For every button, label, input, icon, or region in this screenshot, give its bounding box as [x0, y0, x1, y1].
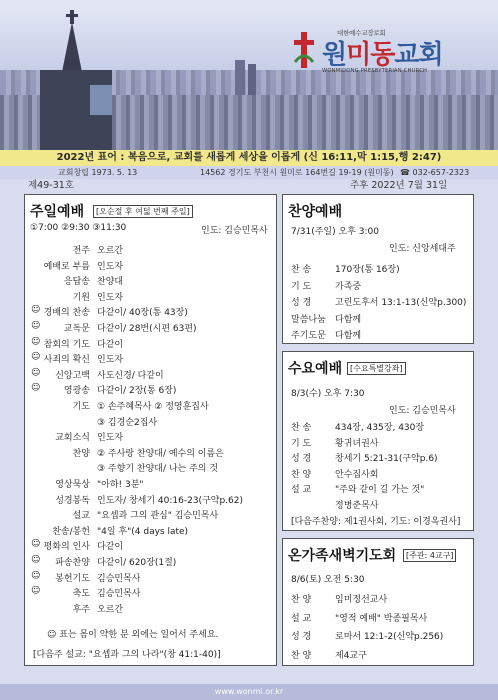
- order-value: 김승민목사: [97, 589, 141, 600]
- order-label: 기 도: [291, 438, 312, 449]
- order-label: 응답송: [63, 277, 90, 288]
- church-website: www.wonmi.or.kr: [0, 684, 498, 700]
- church-logo: [292, 28, 462, 78]
- family-title: 온가족새벽기도회: [288, 548, 397, 564]
- church-cross-icon: [66, 14, 78, 17]
- order-value: 오르간: [97, 604, 124, 615]
- church-window: [90, 85, 112, 115]
- standing-note: ☺ 표는 몸이 약한 분 외에는 일어서 주세요.: [47, 630, 219, 640]
- wednesday-next: [다음주찬양: 제1권사회, 기도: 이경옥권사]: [291, 517, 461, 527]
- family-tag: [주관: 4교구]: [403, 549, 456, 562]
- stand-icon: ☺: [31, 336, 41, 347]
- order-label: 기 도: [291, 281, 312, 292]
- order-label: 예배로 부름: [43, 261, 90, 272]
- order-value: 다같이: [97, 339, 124, 350]
- order-value: 안수집사회: [335, 469, 379, 480]
- order-value: ② 주사랑 찬양대/ 예수의 이름은: [97, 448, 224, 459]
- order-label: 영상묵상: [55, 480, 90, 490]
- sunday-service-box: [24, 194, 277, 666]
- logo-denomination: 대한예수교장로회: [337, 29, 386, 37]
- logo-name-part: 원: [322, 40, 347, 70]
- family-time: 8/6(토) 오전 5:30: [291, 575, 365, 585]
- order-value: 170장(통 16장): [335, 265, 400, 275]
- order-value: 고린도후서 13:1-13(신약p.300): [335, 298, 467, 308]
- order-value: ③ 주향기 찬양대/ 나는 주의 것: [97, 464, 219, 475]
- order-label: 영광송: [63, 386, 90, 397]
- wednesday-tag: [수요특별강좌]: [347, 362, 406, 375]
- order-value: 정병준목사: [335, 500, 379, 511]
- order-label: 전주: [72, 246, 90, 256]
- order-label: 설 교: [291, 485, 312, 495]
- issue-bar: [0, 179, 498, 193]
- motto-bar: 2022년 표어 : 복음으로, 교회를 새롭게 세상을 이롭게 (신 16:11,막 1:15,행 2:47): [0, 150, 498, 166]
- order-value: 다같이/ 2장(통 6장): [97, 386, 177, 397]
- issue-number: 제49-31호: [28, 180, 74, 191]
- order-value: 다같이/ 28번(시편 63편): [97, 324, 197, 334]
- wednesday-service-box: [282, 351, 474, 531]
- order-value: 제4교구: [335, 650, 367, 661]
- logo-name-part: 미동: [346, 40, 395, 70]
- wednesday-time: 8/3(수) 오후 7:30: [291, 389, 365, 399]
- order-value: 김승민목사: [97, 573, 141, 584]
- order-label: 봉헌기도: [55, 573, 90, 584]
- stand-icon: ☺: [31, 555, 41, 565]
- order-label: 찬 양: [291, 595, 312, 605]
- sunday-tag: [오순절 후 여덟 번째 주일]: [93, 205, 193, 218]
- founded-date: 교회창립 1973. 5. 13: [58, 168, 138, 177]
- church-info-bar: [0, 166, 498, 179]
- order-value: 찬양대: [97, 277, 124, 288]
- order-label: 평화의 인사: [43, 542, 90, 553]
- family-prayer-box: [282, 538, 474, 666]
- next-sermon: [다음주 설교: "요셉과 그의 나라"(창 41:1-40)]: [33, 650, 221, 660]
- order-value: 434장, 435장, 430장: [335, 423, 425, 433]
- order-label: 말씀나눔: [291, 314, 326, 325]
- praise-title: 찬양예배: [288, 204, 343, 220]
- order-label: 교독문: [63, 324, 90, 334]
- logo-name-part: 교회: [394, 40, 443, 70]
- order-value: 다같이/ 620장(1절): [97, 558, 177, 568]
- order-label: 기도: [72, 402, 90, 412]
- church-address: 14562 경기도 부천시 원미로 164번길 19-19 (원미동): [200, 168, 394, 177]
- praise-time: 7/31(주일) 오후 3:00: [291, 227, 379, 237]
- order-label: 기원: [72, 292, 90, 303]
- order-value: 다같이/ 40장(통 43장): [97, 308, 188, 319]
- order-value: 창세기 5:21-31(구약p.6): [335, 454, 438, 464]
- order-value: 오르간: [97, 246, 124, 256]
- church-phone: ☎ 032-657-2323: [400, 168, 470, 177]
- praise-service-box: [282, 194, 474, 344]
- order-label: 찬 양: [291, 469, 312, 480]
- order-label: 신앙고백: [55, 370, 90, 381]
- stand-icon: ☺: [31, 539, 41, 550]
- order-label: 찬송/봉헌: [52, 526, 90, 537]
- header-banner: [0, 0, 498, 150]
- service-times: ①7:00 ②9:30 ③11:30: [30, 223, 127, 233]
- order-value: "영적 예배" 박종필목사: [335, 613, 428, 624]
- stand-icon: ☺: [31, 367, 41, 378]
- order-value: 가족중: [335, 281, 362, 292]
- order-value: "4일 후"(4 days late): [97, 526, 189, 537]
- order-label: 주기도문: [291, 331, 326, 341]
- stand-icon: ☺: [31, 305, 41, 316]
- order-value: 인도자/ 창세기 40:16-23(구약p.62): [97, 495, 243, 506]
- service-leader: 인도: 김승민목사: [201, 226, 268, 236]
- order-value: 임미정선교사: [335, 595, 388, 605]
- bulletin-date: 주후 2022년 7월 31일: [350, 180, 448, 191]
- order-label: 후주: [72, 604, 90, 615]
- order-label: 성 경: [291, 298, 312, 308]
- logo-church-name: [322, 34, 443, 71]
- order-label: 찬양: [72, 448, 90, 459]
- order-label: 찬 송: [291, 423, 312, 433]
- church-steeple: [62, 22, 82, 72]
- order-value: "아하! 3분": [97, 480, 144, 490]
- wednesday-title: 수요예배: [288, 361, 343, 377]
- order-label: 찬 송: [291, 265, 312, 275]
- order-label: 설 교: [291, 613, 312, 624]
- stand-icon: ☺: [31, 570, 41, 581]
- order-value: 인도자: [97, 261, 124, 272]
- logo-cross-icon: [292, 32, 316, 68]
- wednesday-leader: 인도: 김승민목사: [389, 406, 456, 416]
- order-label: 참회의 기도: [43, 339, 90, 350]
- stand-icon: ☺: [31, 586, 41, 597]
- order-value: 다함께: [335, 331, 362, 341]
- order-value: "요셉과 그의 관심" 김승민목사: [97, 511, 219, 522]
- order-value: ① 손주혜목사 ② 정영훈집사: [97, 402, 209, 412]
- order-value: 로마서 12:1-2(신약p.256): [335, 632, 444, 642]
- order-value: 사도신경/ 다같이: [97, 370, 164, 381]
- praise-leader: 인도: 신앙세대주: [389, 244, 456, 254]
- order-value: 다같이: [97, 542, 124, 553]
- order-value: 인도자: [97, 433, 124, 444]
- order-label: 축도: [72, 589, 90, 600]
- stand-icon: ☺: [31, 321, 41, 331]
- order-label: 설교: [72, 511, 90, 522]
- order-label: 성 경: [291, 454, 312, 464]
- order-value: 인도자: [97, 355, 124, 366]
- order-value: 인도자: [97, 292, 124, 303]
- logo-english-name: WONMIDONG PRESBYTERIAN CHURCH: [322, 68, 428, 74]
- stand-icon: ☺: [31, 383, 41, 394]
- order-value: 황귀녀권사: [335, 438, 379, 449]
- sunday-title: 주일예배: [30, 204, 85, 220]
- order-value: "주와 같이 길 가는 것": [335, 485, 425, 495]
- order-label: 찬 양: [291, 650, 312, 661]
- order-label: 교회소식: [55, 433, 90, 444]
- order-label: 사죄의 확신: [43, 355, 90, 366]
- stand-icon: ☺: [31, 352, 41, 363]
- order-value: 다함께: [335, 314, 362, 325]
- order-label: 성경봉독: [55, 495, 90, 506]
- order-value: ③ 김경순2집사: [97, 417, 158, 428]
- order-label: 경배의 찬송: [43, 308, 90, 319]
- order-label: 성 경: [291, 632, 312, 642]
- order-label: 파송찬양: [55, 558, 90, 568]
